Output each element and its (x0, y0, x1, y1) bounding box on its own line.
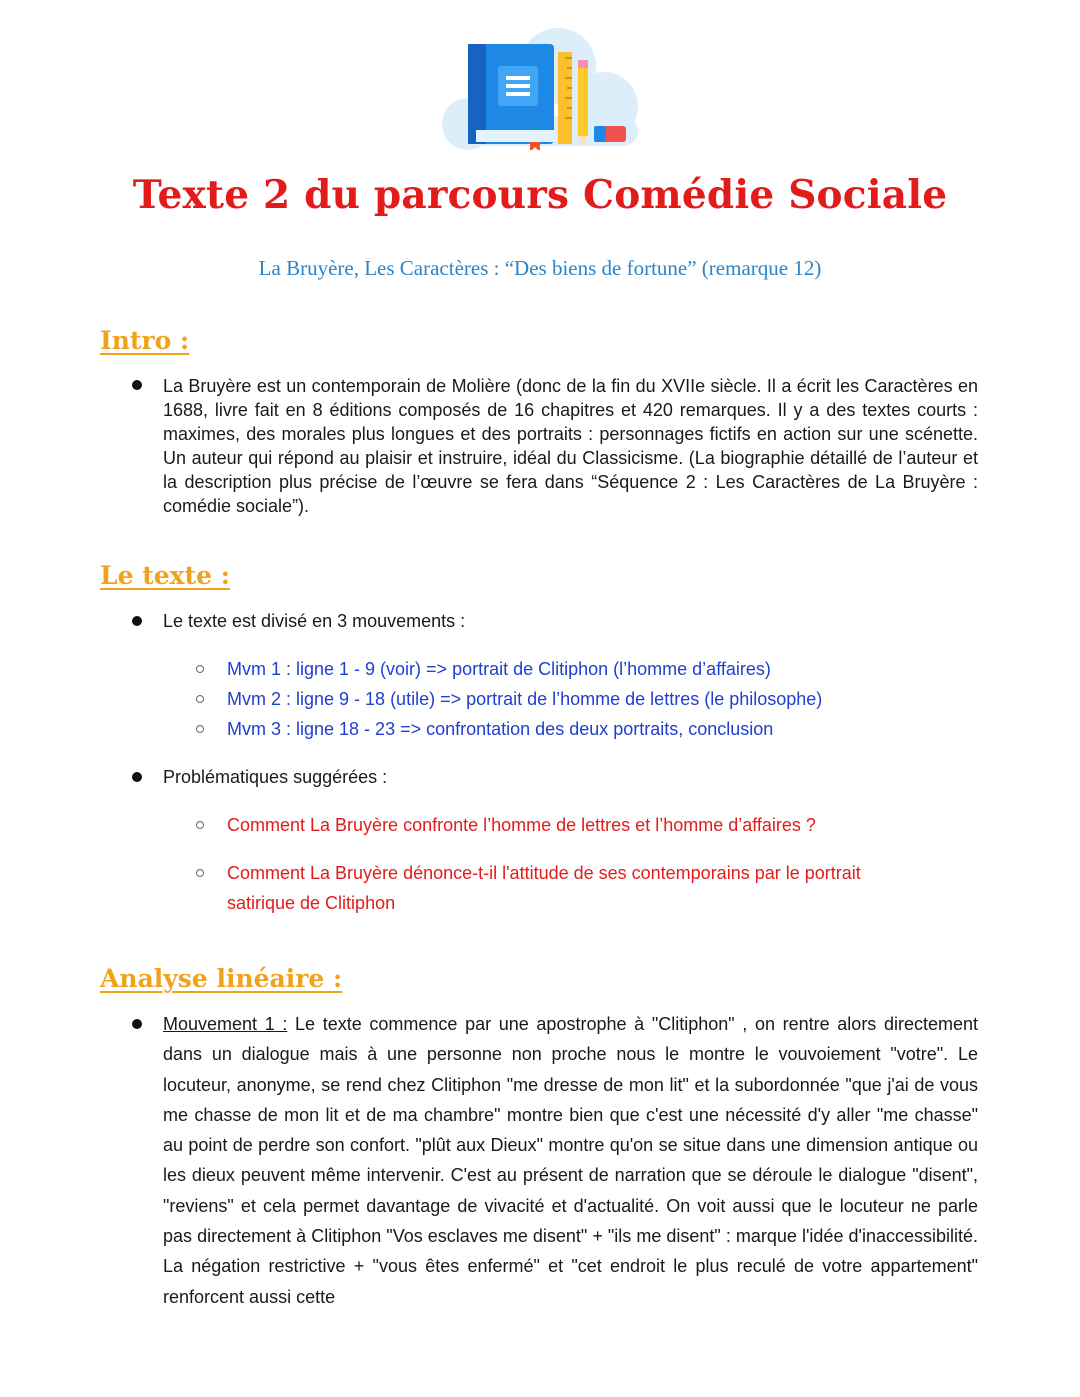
analyse-paragraph (163, 1009, 978, 1312)
mouvement-1: Mvm 1 : ligne 1 - 9 (voir) => portrait de Clitiphon (l’homme d’affaires) (227, 659, 771, 679)
division-bullet (132, 616, 142, 626)
pencil-icon (578, 60, 588, 146)
problematique-1-bullet (196, 821, 204, 829)
mouvement-3-bullet (196, 725, 204, 733)
division-text: Le texte est divisé en 3 mouvements : (163, 611, 466, 631)
problematique-2-bullet (196, 869, 204, 877)
problematiques-label: Problématiques suggérées : (163, 767, 388, 787)
problematique-2-line-2: satirique de Clitiphon (227, 893, 396, 913)
book-logo-illustration (426, 26, 648, 150)
mouvement-1-bullet (196, 665, 204, 673)
intro-heading: Intro : (100, 326, 190, 355)
mouvement-3: Mvm 3 : ligne 18 - 23 => confrontation des deux portraits, conclusion (227, 719, 774, 739)
problematique-1: Comment La Bruyère confronte l’homme de lettres et l’homme d’affaires ? (227, 815, 816, 835)
mouvement-2: Mvm 2 : ligne 9 - 18 (utile) => portrait de l’homme de lettres (le philosophe) (227, 689, 823, 709)
page-title: Texte 2 du parcours Comédie Sociale (132, 172, 948, 218)
analyse-text: Le texte commence par une apostrophe à "Clitiphon" , on rentre alors directement dans un dialogue mais à une personne non proche nous le montre le vouvoiement "votre". Le locuteur, anonyme, se rend chez Clitiphon "me dresse de mon lit" et la subordonnée "que j'ai de vous me chasse de mon lit et de ma chambre" montre bien que c'est une nécessité d'y aller "me chasse" au point de perdre son confort. "plût aux Dieux" montre qu'on se situe dans une dimension antique ou les dieux peuvent même intervenir. C'est au présent de narration que se déroule le dialogue "disent", "reviens" et cela permet davantage de vivacité et d'actualité. On voit aussi que le locuteur ne parle pas directement à Clitiphon "Vos esclaves me disent" + "ils me disent" : marque l'idée d'inaccessibilité. La négation restrictive + "vous êtes enfermé" et "cet endroit le plus reculé de votre appartement" renforcent aussi cette (163, 1014, 979, 1307)
analyse-bullet (132, 1019, 142, 1029)
intro-bullet (132, 380, 142, 390)
analyse-heading: Analyse linéaire : (100, 964, 343, 993)
mouvement-1-label: Mouvement 1 : (163, 1014, 288, 1034)
page-subtitle: La Bruyère, Les Caractères : “Des biens de fortune” (remarque 12) (258, 256, 822, 280)
intro-paragraph: La Bruyère est un contemporain de Molière (donc de la fin du XVIIe siècle. Il a écrit les Caractères en 1688, livre fait en 8 éditions composés de 16 chapitres et 420 remarques. Il y a des textes courts : maximes, des morales plus longues et des portraits : personnages fictifs en action sur une scénette. Un auteur qui répond au plaisir et instruire, idéal du Classicisme. (La biographie détaillé de l’auteur et la description plus précise de l’œuvre se fera dans “Séquence 2 : Les Caractères de La Bruyère : comédie sociale”). (163, 376, 978, 516)
mouvement-2-bullet (196, 695, 204, 703)
eraser-icon (594, 126, 626, 142)
texte-heading: Le texte : (100, 561, 230, 590)
book-icon (468, 44, 556, 150)
problematiques-bullet (132, 772, 142, 782)
ruler-icon (558, 52, 572, 144)
problematique-2-line-1: Comment La Bruyère dénonce-t-il l'attitude de ses contemporains par le portrait (227, 863, 861, 883)
